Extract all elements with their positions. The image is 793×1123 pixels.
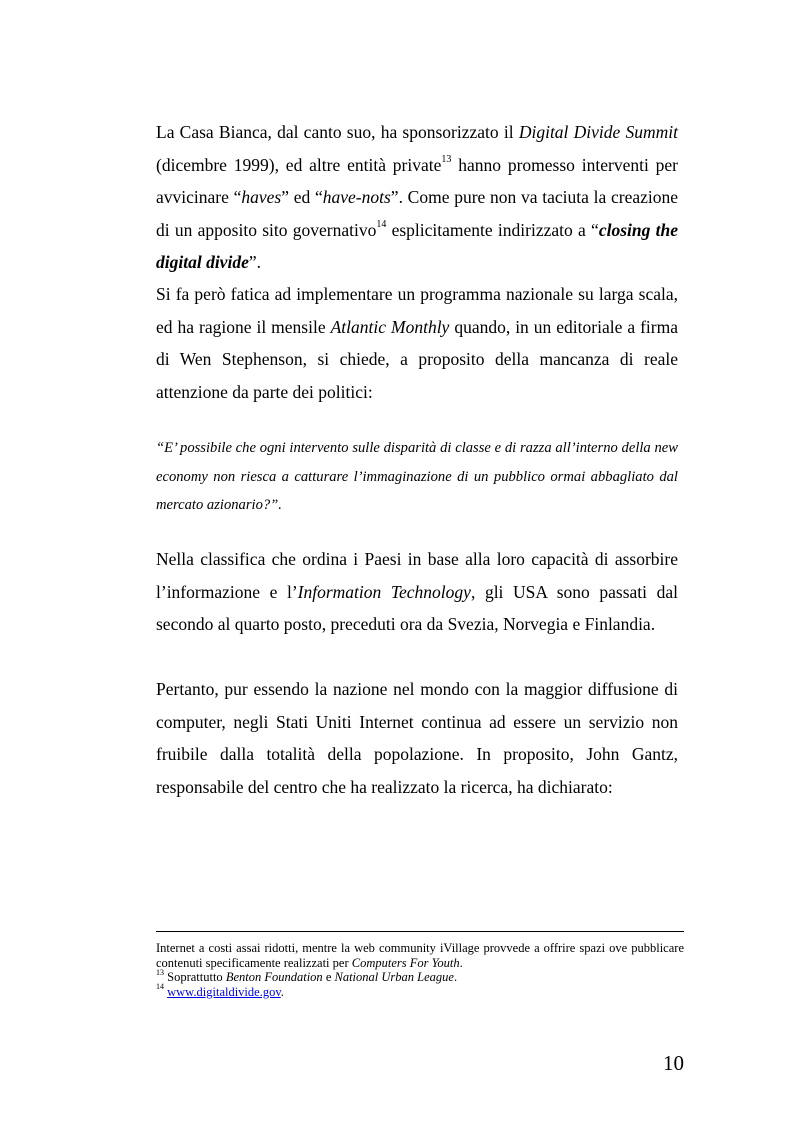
emphasis-benton-foundation: Benton Foundation	[225, 970, 323, 984]
footnote-text: Soprattutto	[164, 970, 226, 984]
footnote-text: e	[322, 970, 335, 984]
paragraph-text: ”. Come pure non va taciuta la creazione di un apposito sito governativo	[156, 187, 678, 240]
paragraph-text: (dicembre 1999), ed altre entità private	[156, 154, 442, 175]
paragraph-atlantic-monthly	[156, 278, 678, 408]
quote-text: “E’ possibile che ogni intervento sulle disparità di classe e di razza all’interno della new economy non riesca a catturare l’immaginazione di un pubblico ormai abbagliato dal mercato azionario?”.	[156, 440, 678, 513]
footnote-continued	[156, 941, 684, 970]
paragraph-classifica	[156, 543, 678, 641]
emphasis-haves: haves	[241, 187, 282, 207]
emphasis-computers-for-youth: Computers For Youth	[351, 955, 460, 970]
paragraph-pertanto	[156, 673, 678, 803]
emphasis-atlantic-monthly: Atlantic Monthly	[330, 316, 450, 337]
footnote-ref-13[interactable]: 13	[441, 153, 452, 165]
emphasis-national-urban-league: National Urban League	[334, 970, 454, 984]
paragraph-text: , gli USA sono passati dal secondo al quarto posto, preceduti ora da Svezia, Norvegia e Finlandia.	[156, 581, 678, 634]
paragraph-text: Nella classifica che ordina i Paesi in base alla loro capacità di assorbire l’informazione e l’	[156, 549, 678, 602]
block-quote	[156, 434, 678, 520]
paragraph-text: hanno promesso interventi per avvicinare “	[156, 154, 678, 207]
paragraph-text: Pertanto, pur essendo la nazione nel mondo con la maggior diffusione di computer, negli Stati Uniti Internet continua ad essere un servizio non fruibile dalla totalità della popolazione. In proposito, John Gantz, responsabile del centro che ha realizzato la ricerca, ha dichiarato:	[156, 679, 678, 797]
paragraph-text: ”.	[248, 252, 261, 272]
paragraph-text: Si fa però fatica ad implementare un programma nazionale su larga scala, ed ha ragione il mensile	[156, 284, 678, 337]
emphasis-digital-divide-summit: Digital Divide Summit	[518, 122, 678, 142]
paragraph-text: quando, in un editoriale a firma di Wen Stephenson, si chiede, a proposito della mancanza di reale attenzione da parte dei politici:	[156, 316, 678, 402]
emphasis-closing-the-digital-divide: closing the digital divide	[156, 219, 678, 272]
footnote-number-14: 14	[156, 982, 164, 992]
emphasis-have-nots: have-nots	[322, 187, 391, 207]
footnote-14	[156, 982, 684, 1000]
emphasis-information-technology: Information Technology	[297, 581, 471, 602]
footnote-13	[156, 967, 684, 985]
footnote-ref-14[interactable]: 14	[376, 218, 387, 230]
footnote-number-13: 13	[156, 967, 164, 977]
footnote-text: .	[453, 970, 458, 984]
footnote-text: Internet a costi assai ridotti, mentre la web community iVillage provvede a offrire spazi ove pubblicare contenuti specificamente realizzati per	[156, 941, 684, 970]
page-number: 10	[663, 1051, 684, 1075]
paragraph-text: ” ed “	[281, 187, 323, 207]
paragraph-digital-divide-summit	[156, 116, 678, 279]
footnotes-section	[156, 931, 684, 999]
paragraph-text: La Casa Bianca, dal canto suo, ha sponsorizzato il	[156, 122, 519, 142]
digitaldivide-link[interactable]: www.digitaldivide.gov	[167, 984, 281, 999]
footnote-text: .	[280, 984, 284, 999]
footnote-text: .	[459, 955, 463, 970]
paragraph-text: esplicitamente indirizzato a “	[386, 219, 599, 240]
